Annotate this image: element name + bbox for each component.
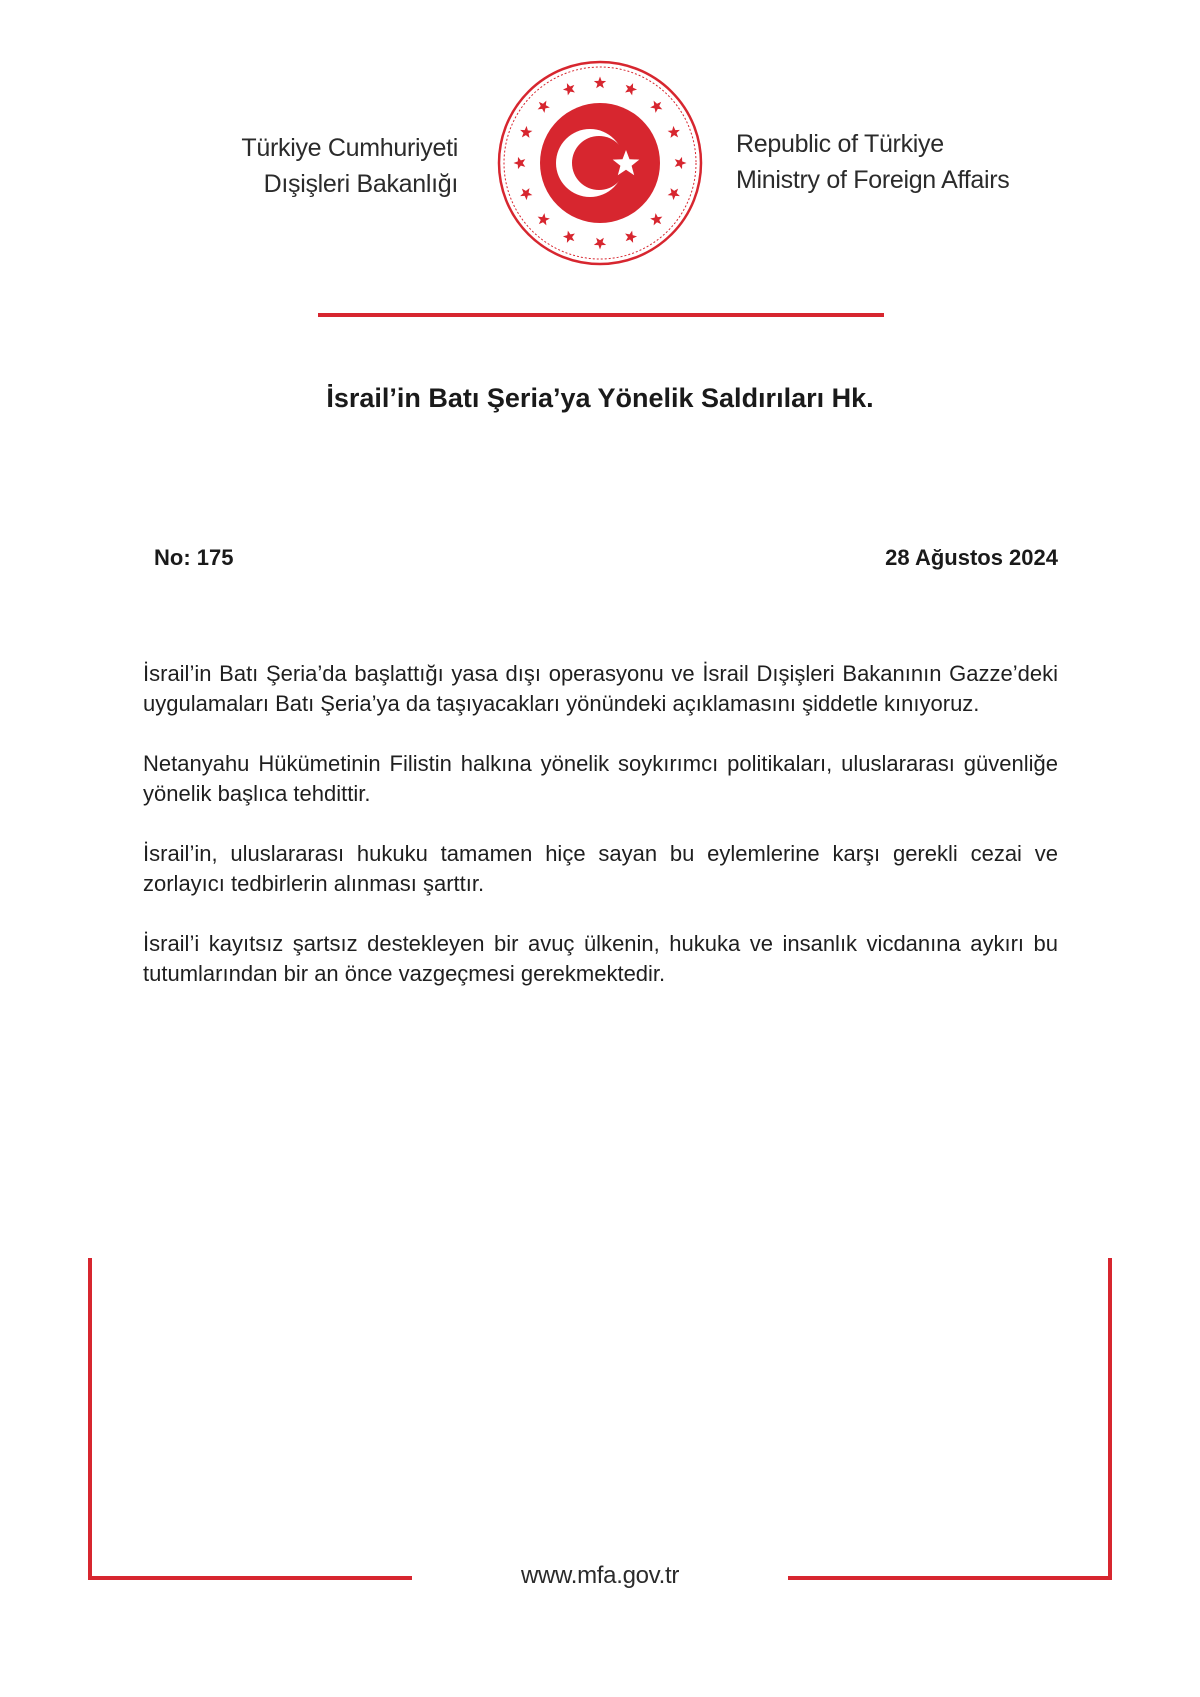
- header-turkish-name: [241, 130, 458, 202]
- seal-star: [563, 231, 575, 243]
- seal-star: [563, 83, 575, 95]
- seal-star: [668, 188, 680, 200]
- header-tr-line2: Dışişleri Bakanlığı: [263, 170, 458, 198]
- seal-star: [625, 83, 637, 95]
- document-date: 28 Ağustos 2024: [885, 545, 1058, 570]
- footer-website-link[interactable]: www.mfa.gov.tr: [520, 1562, 680, 1589]
- document-number: No: 175: [154, 545, 234, 570]
- frame-left-vertical: [88, 1258, 92, 1580]
- seal-star: [520, 188, 532, 200]
- document-title: İsrail’in Batı Şeria’ya Yönelik Saldırıları Hk.: [326, 383, 874, 413]
- seal-star: [538, 101, 550, 113]
- seal-star: [594, 238, 606, 250]
- seal-star: [668, 126, 680, 138]
- body-paragraph: Netanyahu Hükümetinin Filistin halkına yönelik soykırımcı politikaları, uluslararası güvenliğe yönelik başlıca tehdittir.: [143, 751, 1058, 806]
- header-english-name: [736, 126, 1009, 198]
- seal-star: [514, 157, 526, 169]
- seal-star: [520, 126, 532, 138]
- body-paragraph: İsrail’i kayıtsız şartsız destekleyen bir avuç ülkenin, hukuka ve insanlık vicdanına aykırı bu tutumlarından bir an önce vazgeçmesi gerekmektedir.: [143, 931, 1058, 986]
- body-paragraph: İsrail’in Batı Şeria’da başlattığı yasa dışı operasyonu ve İsrail Dışişleri Bakanının Gazze’deki uygulamaları Batı Şeria’ya da taşıyacakları yönündeki açıklamasını şiddetle kınıyoruz.: [143, 661, 1058, 716]
- seal-star: [675, 157, 687, 169]
- header-en-line2: Ministry of Foreign Affairs: [736, 166, 1010, 194]
- crescent-star-seal-icon: [495, 58, 705, 268]
- header-en-line1: Republic of Türkiye: [736, 130, 944, 158]
- header-divider: [318, 313, 884, 317]
- seal-star: [625, 231, 637, 243]
- frame-right-vertical: [1108, 1258, 1112, 1580]
- seal-star: [650, 213, 662, 225]
- header-tr-line1: Türkiye Cumhuriyeti: [241, 134, 458, 162]
- seal-star: [538, 213, 550, 225]
- document-body: [143, 659, 1058, 1019]
- seal-star: [650, 101, 662, 113]
- seal-star: [594, 77, 606, 89]
- body-paragraph: İsrail’in, uluslararası hukuku tamamen hiçe sayan bu eylemlerine karşı gerekli cezai ve zorlayıcı tedbirlerin alınması şarttır.: [143, 841, 1058, 896]
